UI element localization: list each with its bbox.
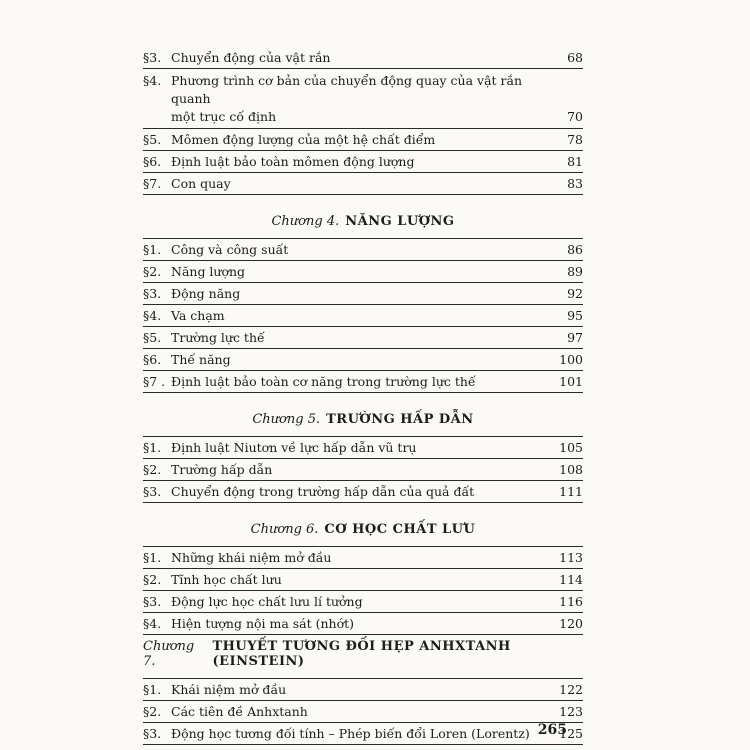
section-title-line: Mômen động lượng của một hệ chất điểm [171,132,436,147]
section-title [171,438,547,458]
section-title-line: Tĩnh học chất lưu [171,572,282,587]
section-page-number: 68 [567,50,583,65]
section-title [171,570,547,590]
section-page-number: 111 [559,484,583,499]
section-page-number: 100 [559,352,583,367]
toc-entry [143,679,583,701]
section-title-line: Năng lượng [171,264,246,279]
section-page-number: 78 [567,132,583,147]
table-of-contents [143,47,583,745]
section-title-line: Định luật bảo toàn cơ năng trong trường lực thế [171,374,476,389]
chapter-label: Chương 4. [271,214,340,229]
section-number: §1. [143,242,162,257]
section-number: §2. [143,704,162,719]
section-title-line: Động năng [171,286,241,301]
section-page-number: 125 [559,726,583,741]
toc-entry [143,591,583,613]
section-title [171,592,547,612]
section-title [171,174,547,194]
section-number: §5. [143,132,162,147]
section-title [171,350,547,370]
section-title-line: Hiện tượng nội ma sát (nhớt) [171,616,355,631]
section-page-number: 116 [559,594,583,609]
section-title-line: Định luật Niutơn về lực hấp dẫn vũ trụ [171,440,417,455]
section-title-line: Thế năng [171,352,231,367]
toc-entry [143,283,583,305]
section-title-line: Định luật bảo toàn mômen động lượng [171,154,415,169]
chapter-title: TRƯỜNG HẤP DẪN [326,412,474,427]
section-number: §1. [143,550,162,565]
section-title [171,702,547,722]
section-number: §3. [143,286,162,301]
section-number: §4. [143,73,162,88]
toc-entry [143,47,583,69]
toc-entry [143,349,583,371]
section-title-line: Phương trình cơ bản của chuyển động quay của vật rắn quanh [171,73,523,106]
section-page-number: 92 [567,286,583,301]
section-number: §4. [143,308,162,323]
section-page-number: 81 [567,154,583,169]
section-page-number: 113 [559,550,583,565]
section-title-line: Động học tương đối tính – Phép biến đổi Loren (Lorentz) [171,726,530,741]
toc-entry [143,459,583,481]
section-page-number: 70 [567,109,583,124]
section-title [171,460,547,480]
section-title [171,614,547,634]
section-title [171,130,547,150]
section-title-line: Chuyển động của vật rắn [171,50,331,65]
toc-entry [143,701,583,723]
section-title-line: Trường lực thế [171,330,265,345]
section-number: §7 . [143,374,166,389]
chapter-heading [143,635,583,679]
chapter-title: NĂNG LƯỢNG [345,214,455,229]
toc-entry [143,261,583,283]
section-title-line: một trục cố định [171,109,277,124]
toc-entry [143,371,583,393]
section-page-number: 105 [559,440,583,455]
toc-entry [143,151,583,173]
section-title-line: Trường hấp dẫn [171,462,273,477]
section-title [171,284,547,304]
section-page-number: 123 [559,704,583,719]
section-number: §6. [143,352,162,367]
section-number: §6. [143,154,162,169]
section-number: §7. [143,176,162,191]
toc-entry [143,69,583,129]
section-title [171,240,547,260]
section-page-number: 89 [567,264,583,279]
section-title [171,262,547,282]
section-title-line: Những khái niệm mở đầu [171,550,332,565]
page-number: 265 [537,722,567,738]
section-title [171,306,547,326]
toc-entry [143,129,583,151]
section-title-line: Con quay [171,176,231,191]
toc-entry [143,437,583,459]
section-title-line: Động lực học chất lưu lí tưởng [171,594,363,609]
section-title-line: Chuyển động trong trường hấp dẫn của quả đất [171,484,475,499]
section-number: §2. [143,264,162,279]
toc-entry [143,481,583,503]
section-page-number: 97 [567,330,583,345]
chapter-heading [143,393,583,437]
section-page-number: 86 [567,242,583,257]
section-title-line: Khái niệm mở đầu [171,682,287,697]
section-title [171,328,547,348]
chapter-label: Chương 5. [252,412,321,427]
section-page-number: 95 [567,308,583,323]
section-number: §5. [143,330,162,345]
section-number: §3. [143,594,162,609]
section-number: §1. [143,682,162,697]
chapter-label: Chương 6. [250,522,319,537]
section-title [171,482,547,502]
section-title [171,548,547,568]
section-title [171,152,547,172]
chapter-title: CƠ HỌC CHẤT LƯU [324,522,476,537]
section-page-number: 101 [559,374,583,389]
section-page-number: 83 [567,176,583,191]
section-title-line: Va chạm [171,308,225,323]
chapter-title: THUYẾT TƯƠNG ĐỐI HẸP ANHXTANH (EINSTEIN) [212,639,511,669]
section-number: §2. [143,572,162,587]
toc-entry [143,569,583,591]
section-title-line: Các tiên đề Anhxtanh [171,704,308,719]
section-title [171,372,547,392]
section-number: §3. [143,484,162,499]
section-number: §2. [143,462,162,477]
section-number: §3. [143,726,162,741]
section-page-number: 114 [559,572,583,587]
section-page-number: 122 [559,682,583,697]
section-page-number: 120 [559,616,583,631]
chapter-heading [143,195,583,239]
toc-entry [143,305,583,327]
toc-entry [143,327,583,349]
toc-entry [143,613,583,635]
section-number: §1. [143,440,162,455]
section-title [171,680,547,700]
toc-entry [143,173,583,195]
section-title-line: Công và công suất [171,242,289,257]
section-page-number: 108 [559,462,583,477]
toc-entry [143,239,583,261]
section-title [171,724,547,744]
toc-entry [143,547,583,569]
section-title [171,48,547,68]
chapter-label: Chương 7. [143,639,195,669]
chapter-heading [143,503,583,547]
section-title [171,72,547,126]
section-number: §4. [143,616,162,631]
toc-entry [143,723,583,745]
section-number: §3. [143,50,162,65]
